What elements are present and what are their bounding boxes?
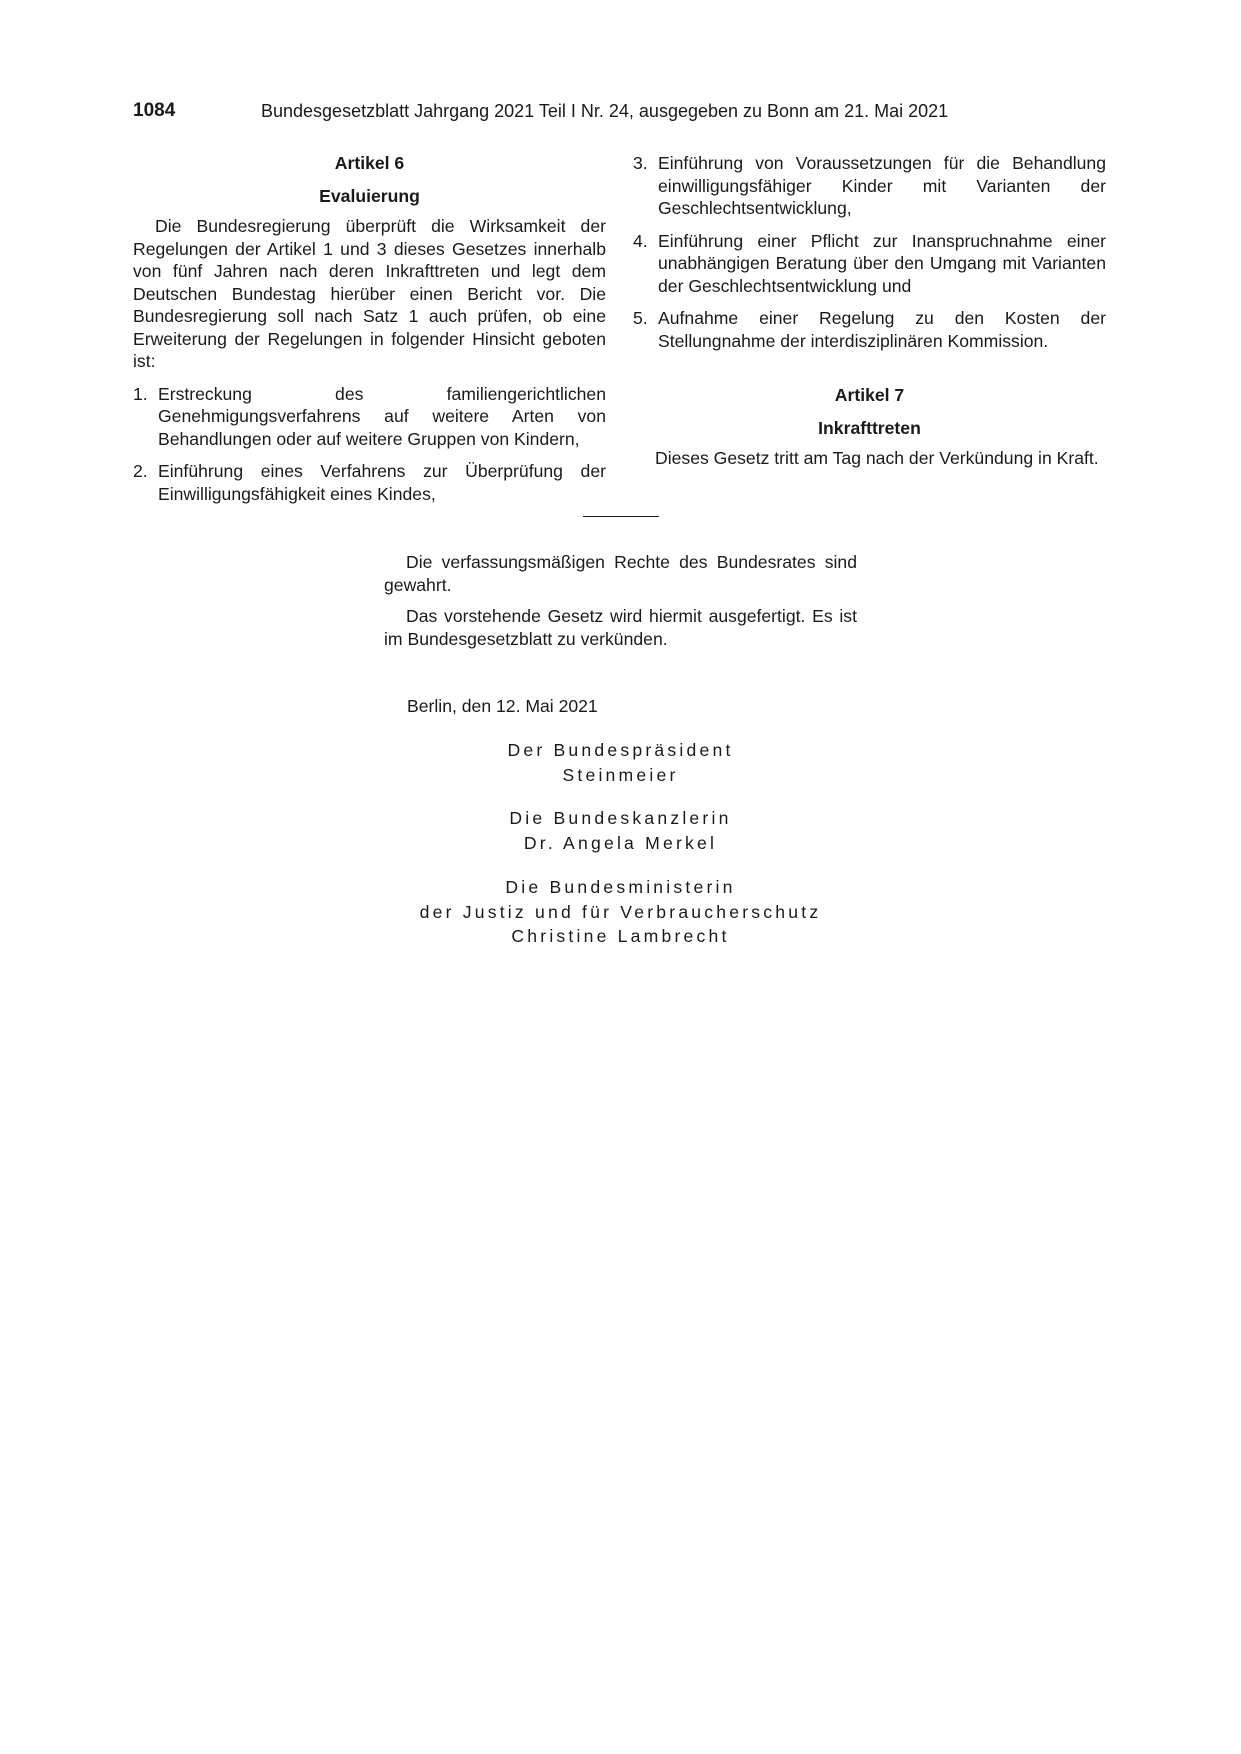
signature-title-line2: der Justiz und für Verbraucherschutz (419, 901, 822, 922)
signature-title: Die Bundesministerin (505, 877, 736, 897)
list-item-text: Einführung von Voraussetzungen für die Behandlung einwilligungsfähiger Kinder mit Varianten der Geschlechtsentwicklung, (658, 153, 1106, 218)
section-divider (583, 516, 659, 517)
place-date: Berlin, den 12. Mai 2021 (407, 696, 598, 716)
list-item-text: Einführung einer Pflicht zur Inanspruchnahme einer unabhängigen Beratung über den Umgang mit Varianten der Geschlechtsentwicklung und (658, 230, 1106, 296)
article-6-subheading: Evaluierung (319, 185, 420, 206)
right-column (633, 152, 1106, 480)
signature-bundeskanzlerin (384, 806, 857, 855)
article-6-paragraph: Die Bundesregierung überprüft die Wirksamkeit der Regelungen der Artikel 1 und 3 dieses Gesetzes innerhalb von fünf Jahren nach deren Inkrafttreten und legt dem Deutschen Bundestag hierüber einen Bericht vor. Die Bundesregierung soll nach Satz 1 auch prüfen, ob eine Erweiterung der Regelungen in folgender Hinsicht geboten ist: (133, 216, 606, 371)
page-number: 1084 (133, 100, 176, 121)
article-7-subheading: Inkrafttreten (818, 417, 921, 438)
signature-bundespraesident (384, 738, 857, 787)
article-7-paragraph: Dieses Gesetz tritt am Tag nach der Verkündung in Kraft. (655, 448, 1099, 468)
closing-paragraph-promulgation: Das vorstehende Gesetz wird hiermit ausgefertigt. Es ist im Bundesgesetzblatt zu verkünden. (384, 606, 857, 649)
list-item (133, 383, 606, 451)
left-column (133, 152, 606, 515)
list-item-number: 5. (633, 308, 648, 328)
list-item-text: Aufnahme einer Regelung zu den Kosten der Stellungnahme der interdisziplinären Kommission. (658, 308, 1106, 351)
list-item-text: Einführung eines Verfahrens zur Überprüfung der Einwilligungsfähigkeit eines Kindes, (158, 461, 606, 504)
list-item (633, 307, 1106, 352)
list-item-number: 1. (133, 383, 148, 404)
list-item-number: 4. (633, 230, 648, 251)
list-item-text: Erstreckung des familiengerichtlichen Genehmigungsverfahrens auf weitere Arten von Behandlungen oder auf weitere Gruppen von Kindern, (158, 383, 606, 449)
running-title: Bundesgesetzblatt Jahrgang 2021 Teil I Nr. 24, ausgegeben zu Bonn am 21. Mai 2021 (261, 101, 949, 121)
signature-name: Steinmeier (562, 764, 679, 785)
article-6-heading: Artikel 6 (334, 153, 405, 173)
article-7-heading: Artikel 7 (834, 385, 905, 405)
list-item-number: 2. (133, 461, 148, 481)
signature-bundesministerin (384, 875, 857, 949)
signature-title: Der Bundespräsident (507, 740, 734, 760)
signature-title: Die Bundeskanzlerin (509, 808, 732, 828)
list-item-number: 3. (633, 153, 648, 173)
spacer (633, 362, 1106, 384)
list-item (633, 230, 1106, 298)
list-item (133, 460, 606, 505)
signature-name: Christine Lambrecht (511, 926, 730, 946)
list-item (633, 152, 1106, 220)
closing-paragraph-rights: Die verfassungsmäßigen Rechte des Bundesrates sind gewahrt. (384, 552, 857, 595)
signature-name: Dr. Angela Merkel (523, 832, 718, 853)
closing-block (384, 551, 857, 659)
